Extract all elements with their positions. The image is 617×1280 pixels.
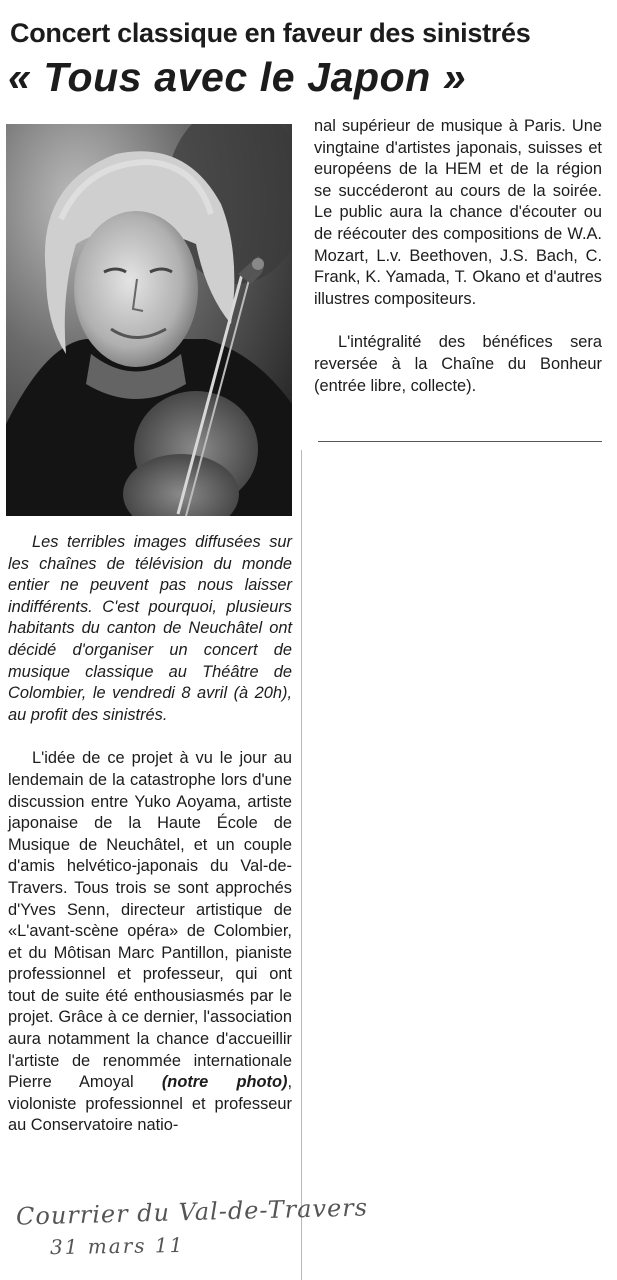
- violinist-photo: [6, 124, 292, 516]
- body-paragraph: [8, 748, 292, 1137]
- intro-paragraph: Les terribles images diffusées sur les chaînes de télévision du monde entier ne peuvent pas nous laisser indifférents. C'est pourquoi, plusieurs habitants du canton de Neuchâtel ont décidé d'organiser un concert de musique classique au Théâtre de Colombier, le vendredi 8 avril (à 20h), au profit des sinistrés.: [8, 533, 292, 724]
- photo-reference: (notre photo): [161, 1073, 288, 1092]
- body-text-part1: L'idée de ce projet à vu le jour au lendemain de la catastrophe lors d'une discussion entre Yuko Aoyama, artiste japonaise de la Haute École de Musique de Neuchâtel, et un couple d'amis helvético-japonais du Val-de-Travers. Tous trois se sont approchés d'Yves Senn, directeur artistique de «L'avant-scène opéra» de Colombier, et du Môtisan Marc Pantillon, pianiste professionnel et professeur, qui ont tout de suite été enthousiasmés par le projet. Grâce à ce dernier, l'association aura notamment la chance d'accueillir l'artiste de renommée internationale Pierre Amoyal: [8, 749, 292, 1092]
- closing-paragraph: L'intégralité des bénéfices sera reversée à la Chaîne du Bonheur (entrée libre, collecte).: [314, 333, 602, 395]
- end-rule: [318, 441, 602, 442]
- right-column: [314, 116, 602, 419]
- left-column: [8, 532, 292, 1137]
- body-text-part2: , violoniste professionnel et professeur au Conservatoire natio-: [8, 1073, 292, 1135]
- continuation-paragraph: nal supérieur de musique à Paris. Une vingtaine d'artistes japonais, suisses et européens de la HEM et de la région se succéderont au cours de la soirée. Le public aura la chance d'écouter ou de réécouter des compositions de W.A. Mozart, L.v. Beethoven, J.S. Bach, C. Frank, K. Yamada, T. Okano et d'autres illustres compositeurs.: [314, 117, 602, 308]
- article-headline: « Tous avec le Japon »: [8, 54, 467, 100]
- article-title: Concert classique en faveur des sinistrés: [10, 18, 531, 48]
- annotation-date: 31 mars 11: [49, 1232, 185, 1260]
- annotation-source: Courrier du Val-de-Travers: [15, 1193, 369, 1231]
- handwritten-annotation: [10, 1190, 369, 1270]
- column-rule: [301, 450, 302, 1280]
